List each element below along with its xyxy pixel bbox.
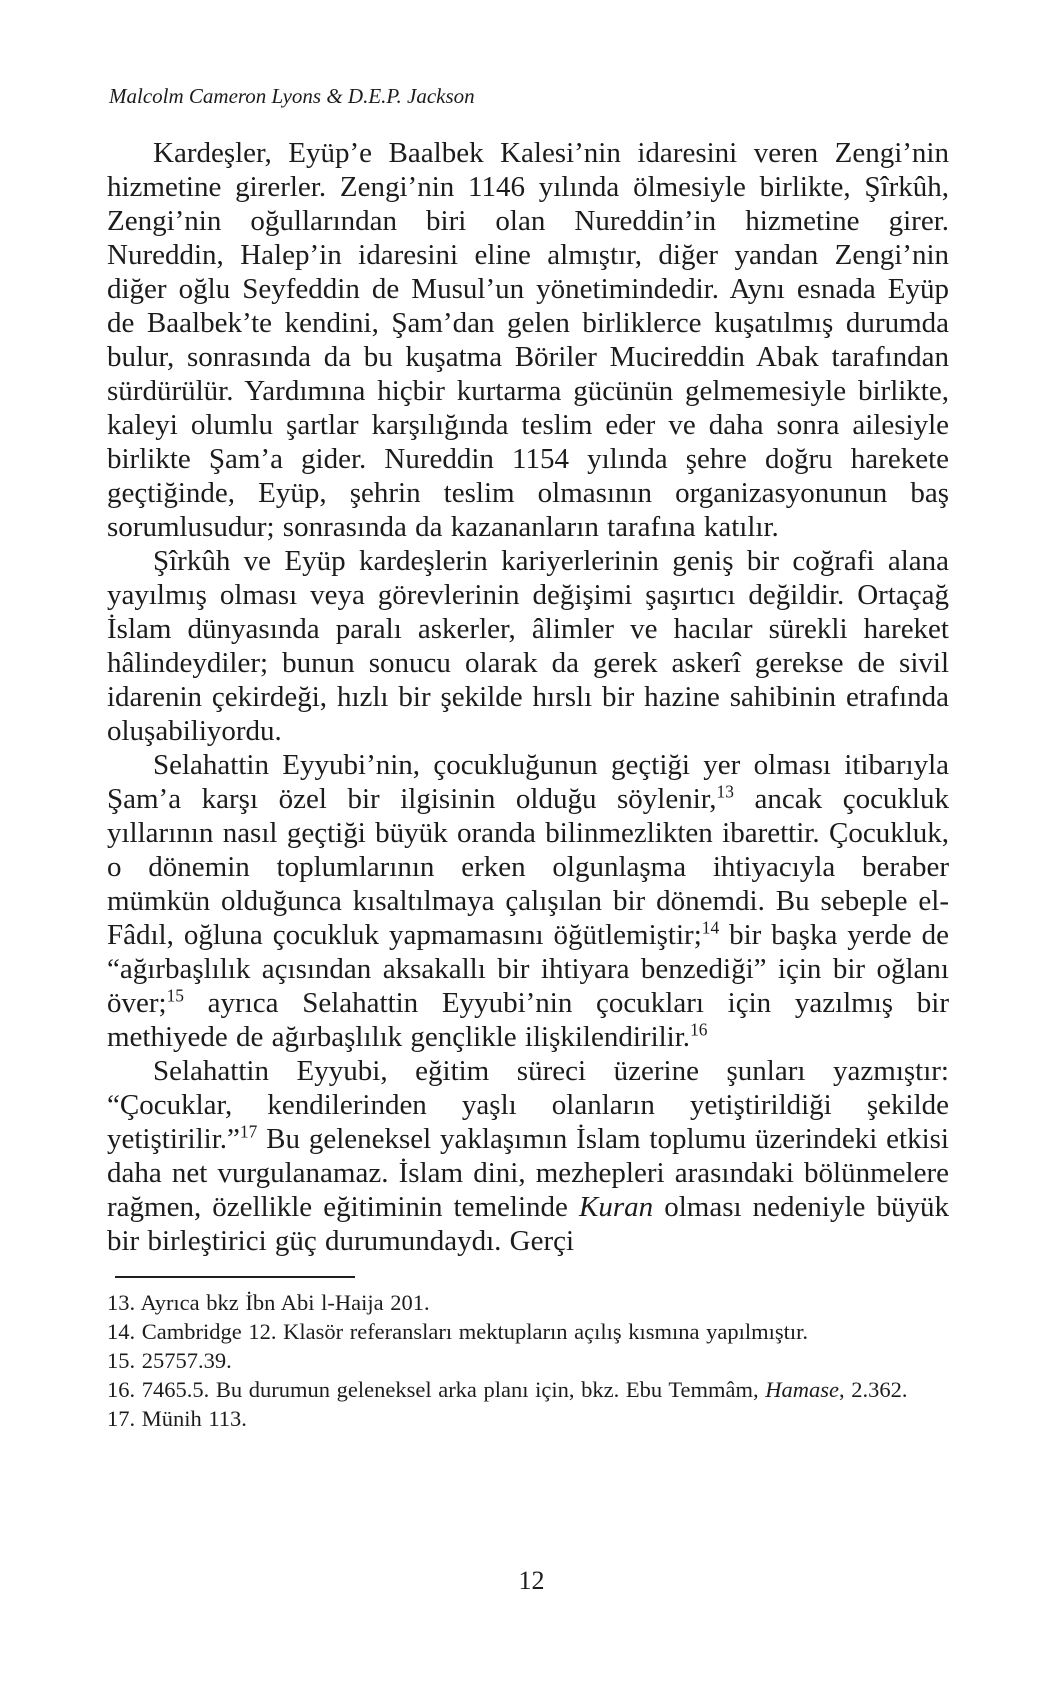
footnote (107, 1375, 949, 1404)
paragraph (107, 748, 949, 1054)
running-header: Malcolm Cameron Lyons & D.E.P. Jackson (109, 84, 475, 108)
footnote (107, 1346, 949, 1375)
text-segment: 16. 7465.5. Bu durumun geleneksel arka planı için, bkz. Ebu Temmâm, (107, 1377, 766, 1402)
footnote-marker: 14 (701, 917, 720, 938)
footnote (107, 1288, 949, 1317)
text-segment: 14. Cambridge 12. Klasör referansları mektupların açılış kısmına yapılmıştır. (107, 1319, 808, 1344)
footnote-marker: 16 (690, 1019, 708, 1040)
footnote (107, 1404, 949, 1433)
text-segment: ayrıca Selahattin Eyyubi’nin çocukları için yazılmış bir methiyede de ağırbaşlılık gençlikle ilişkilendirilir. (107, 987, 949, 1053)
text-segment: bir başka yerde de “ağırbaşlılık açısından aksakallı bir ihtiyara benzediği” için bir oğlanı över; (107, 919, 949, 1019)
footnotes-section (107, 1288, 949, 1433)
text-segment: Şîrkûh ve Eyüp kardeşlerin kariyerlerinin geniş bir coğrafi alana yayılmış olması veya görevlerinin değişimi şaşırtıcı değildir. Ortaçağ İslam dünyasında paralı askerler, âlimler ve hacılar sürekli hareket hâlindeydiler; bunun sonucu olarak da gerek askerî gerekse de sivil idarenin çekirdeği, hızlı bir şekilde hırslı bir hazine sahibinin etrafında oluşabiliyordu. (107, 545, 949, 747)
text-segment: Kuran (579, 1191, 654, 1223)
paragraph (107, 1054, 949, 1258)
text-segment: , 2.362. (839, 1377, 908, 1402)
paragraph (107, 544, 949, 748)
paragraph (107, 136, 949, 544)
footnote-marker: 15 (166, 985, 184, 1006)
text-segment: ancak çocukluk yıllarının nasıl geçtiği büyük oranda bilinmezlikten ibarettir. Çocukluk, o dönemin toplumlarının erken olgunlaşma ihtiyacıyla beraber mümkün olduğunca kısaltılmaya çalışılan bir dönemdi. Bu sebeple el-Fâdıl, oğluna çocukluk yapmamasını öğütlemiştir; (107, 783, 949, 951)
text-segment: olması nedeniyle büyük bir birleştirici güç durumundaydı. Gerçi (107, 1191, 950, 1257)
text-segment: 15. 25757.39. (107, 1348, 232, 1373)
text-segment: Bu geleneksel yaklaşımın İslam toplumu üzerindeki etkisi daha net vurgulanamaz. İslam dini, mezhepleri arasındaki bölünmelere rağmen, özellikle eğitiminin temelinde (107, 1123, 949, 1223)
text-segment: Hamase (765, 1377, 839, 1402)
footnote-separator (115, 1276, 355, 1278)
text-segment: Selahattin Eyyubi, eğitim süreci üzerine şunları yazmıştır: “Çocuklar, kendilerinden yaşlı olanların yetiştirildiği şekilde yetiştirilir.” (107, 1055, 949, 1155)
footnote-marker: 17 (239, 1121, 258, 1142)
footnote-marker: 13 (716, 781, 734, 802)
text-segment: 17. Münih 113. (107, 1406, 247, 1431)
text-segment: 13. Ayrıca bkz İbn Abi l-Haija 201. (107, 1290, 430, 1315)
text-segment: Selahattin Eyyubi’nin, çocukluğunun geçtiği yer olması itibarıyla Şam’a karşı özel bir ilgisinin olduğu söylenir, (107, 749, 949, 815)
text-segment: Kardeşler, Eyüp’e Baalbek Kalesi’nin idaresini veren Zengi’nin hizmetine girerler. Zengi’nin 1146 yılında ölmesiyle birlikte, Şîrkûh, Zengi’nin oğullarından biri olan Nureddin’in hizmetine girer. Nureddin, Halep’in idaresini eline almıştır, diğer yandan Zengi’nin diğer oğlu Seyfeddin de Musul’un yönetimindedir. Aynı esnada Eyüp de Baalbek’te kendini, Şam’dan gelen birliklerce kuşatılmış durumda bulur, sonrasında da bu kuşatma Böriler Mucireddin Abak tarafından sürdürülür. Yardımına hiçbir kurtarma gücünün gelmemesiyle birlikte, kaleyi olumlu şartlar karşılığında teslim eder ve daha sonra ailesiyle birlikte Şam’a gider. Nureddin 1154 yılında şehre doğru harekete geçtiğinde, Eyüp, şehrin teslim olmasının organizasyonunun baş sorumlusudur; sonrasında da kazananların tarafına katılır. (107, 137, 949, 543)
page-number: 12 (518, 1566, 545, 1595)
body-text (107, 136, 949, 1258)
footnote (107, 1317, 949, 1346)
